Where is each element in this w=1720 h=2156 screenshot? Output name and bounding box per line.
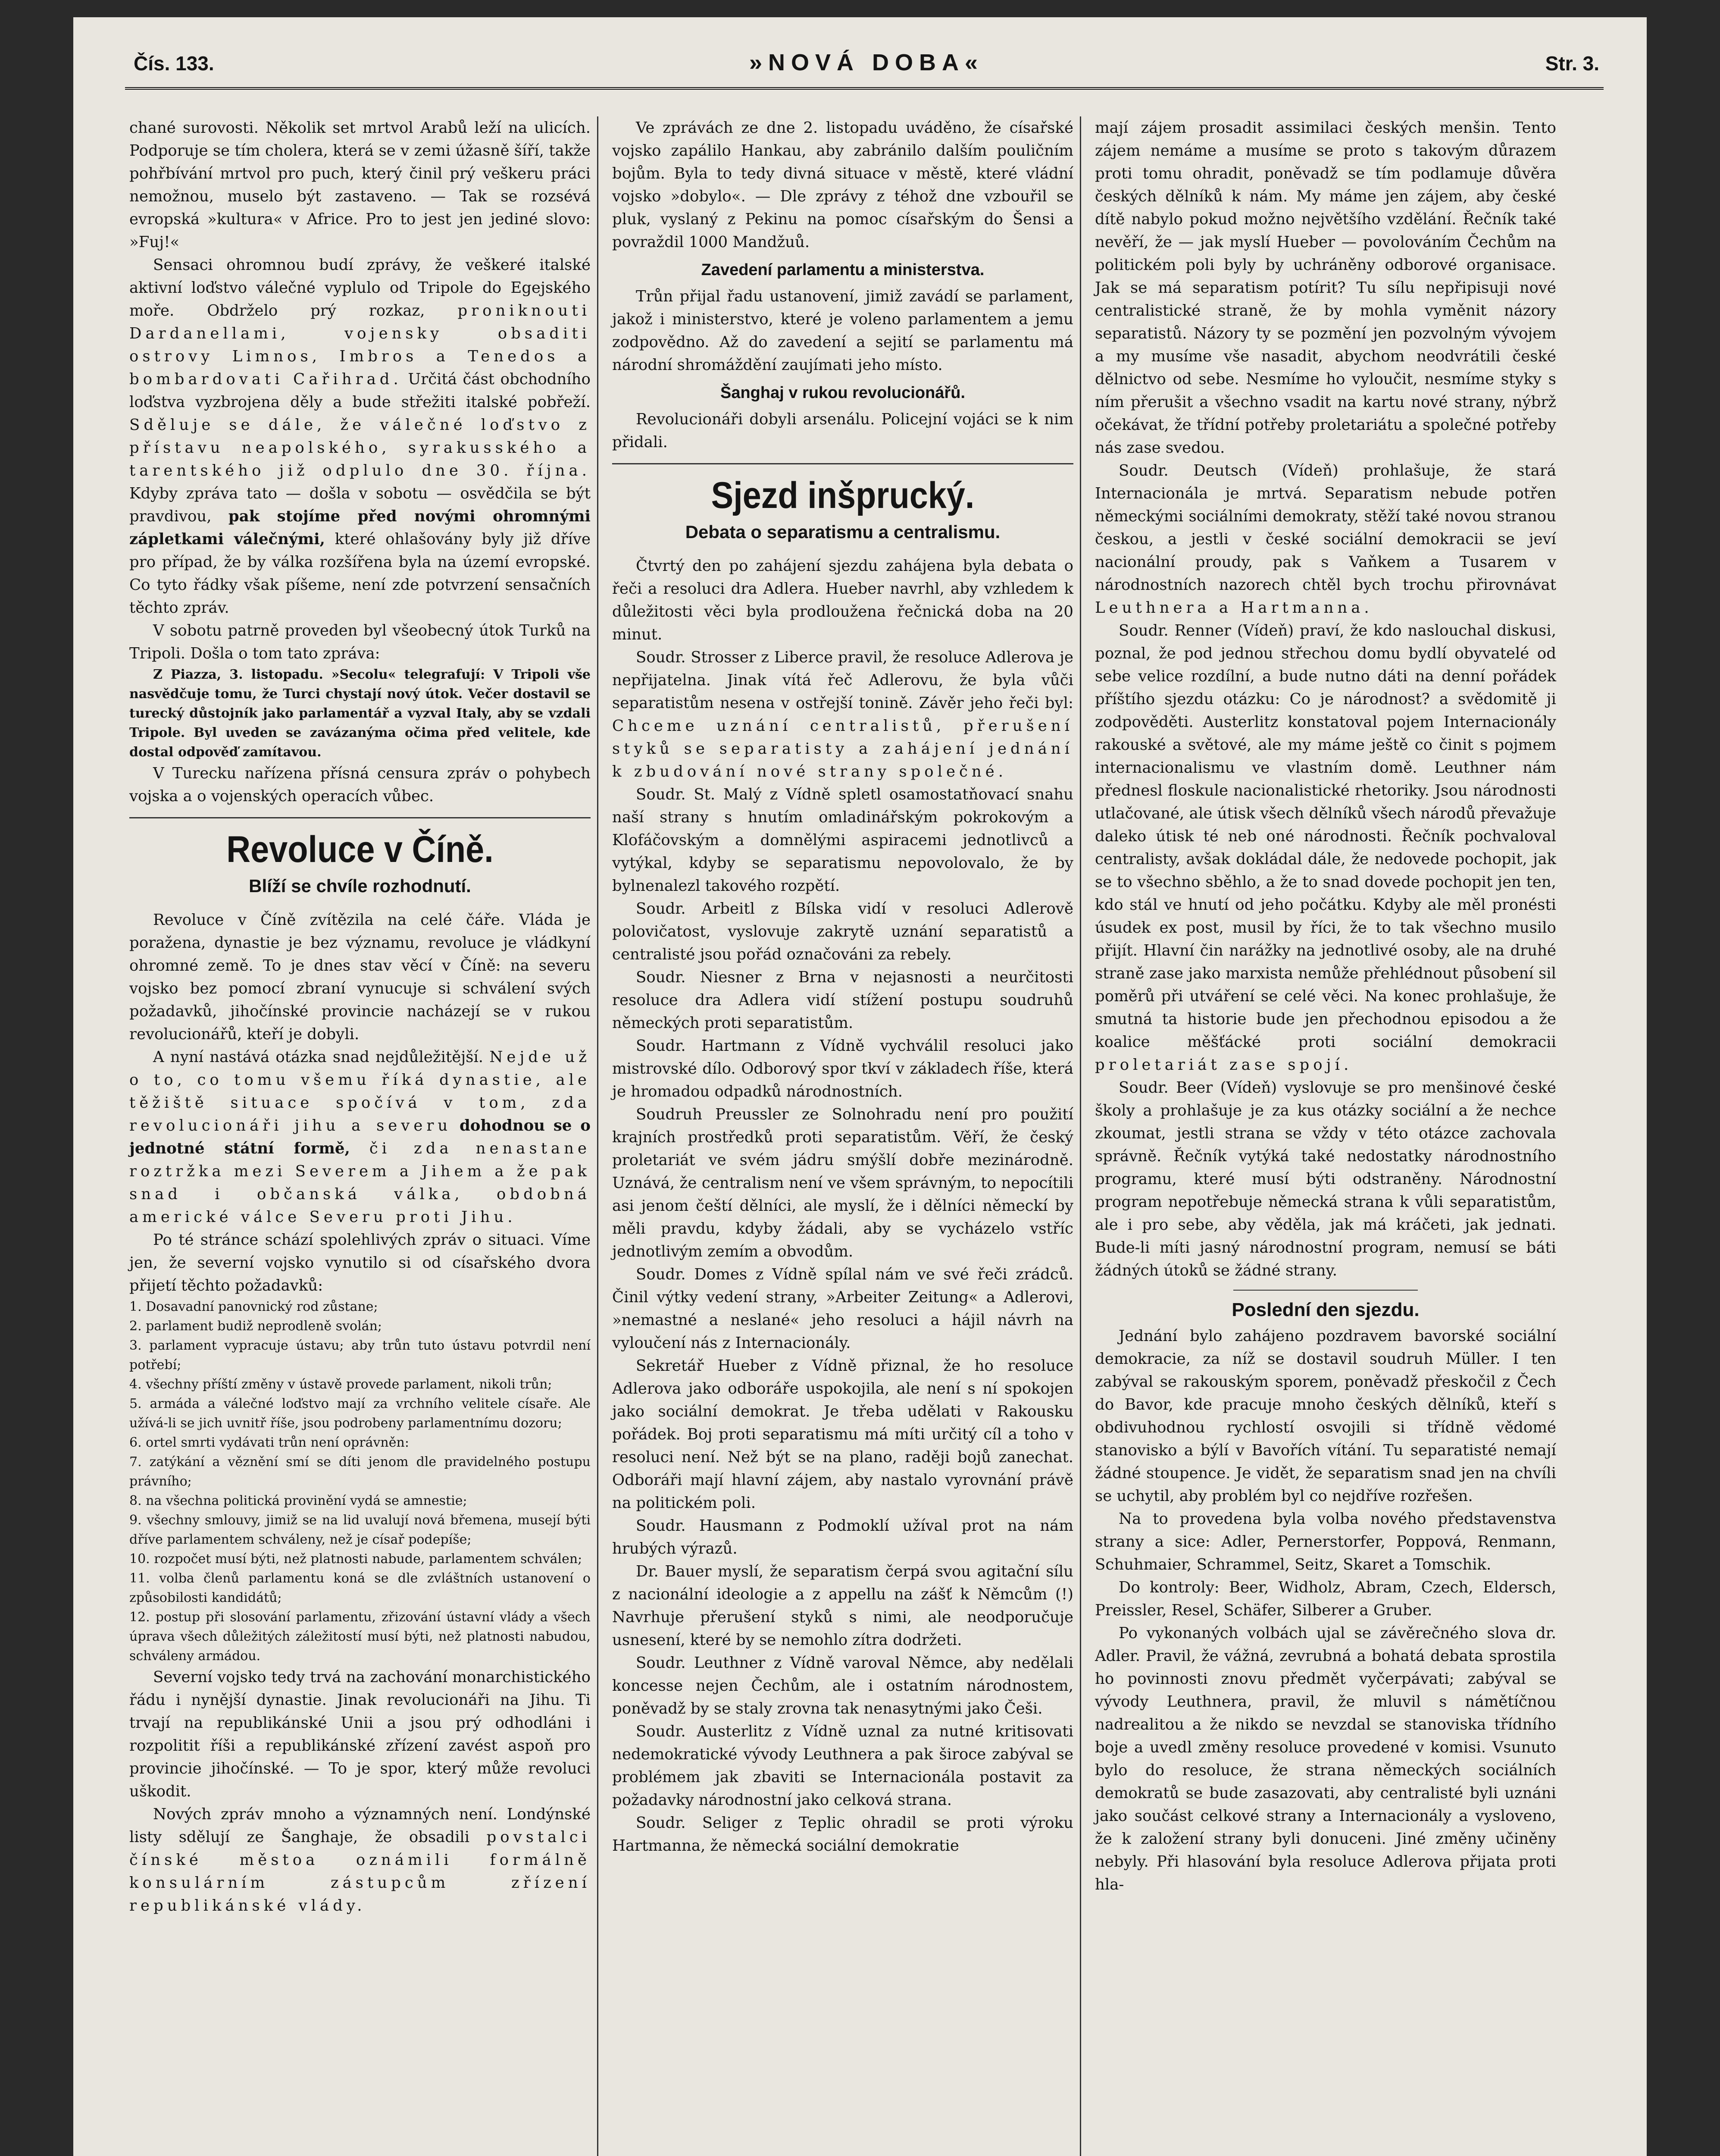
header-rule: [125, 87, 1604, 90]
paragraph: Sekretář Hueber z Vídně přiznal, že ho resoluce Adlerova jako odboráře uspokojila, ale není s ní spokojen jako sociální demokrat. Je třeba udělati v Rakousku pořádek. Boj proti separatismu má míti určitý cíl a toho v resoluci není. Než být se na plano, raději bojů zanechat. Odboráři mají hlavní zájem, aby nastalo vyrovnání právě na politickém poli.: [612, 1357, 1073, 1512]
text-span: A nyní nastává otázka snad nejdůležitější.: [153, 1048, 484, 1066]
paragraph: Po vykonaných volbách ujal se závěrečného slova dr. Adler. Pravil, že vážná, zevrubná a bohatá debata sprostila ho povinnosti znovu předmět vyčerpávati; zabýval se vývody Leuthnera, pravil, že mluvil s námětíčnou nadrealitou a že nikdo se nevzdal se stanoviska třídního boje a uvedl změny resoluce provedené v komisi. Vsunuto bylo do resoluce, že strana německých sociálních demokratů se bude zasazovati, aby centralisté byli uznáni jako součást celkové strany a Internacionály a vysloveno, že k založení strany byli donuceni. Jiné změny učiněny nebyly. Při hlasování byla resoluce Adlerova přijata proti hla-: [1095, 1624, 1556, 1893]
page-number: Str. 3.: [1545, 52, 1599, 75]
paragraph: Soudr. Hartmann z Vídně vychválil resoluci jako mistrovské dílo. Odborový spor tkví v základech říše, která je hromadou odpadků národnostních.: [612, 1037, 1073, 1100]
paragraph: Na to provedena byla volba nového představenstva strany a sice: Adler, Pernerstorfer, Poppová, Renmann, Schuhmaier, Schrammel, Seitz, Skaret a Tomschik.: [1095, 1510, 1556, 1573]
list-item: 4. všechny příští změny v ústavě provede parlament, nikoli trůn;: [129, 1377, 552, 1392]
list-item: 11. volba členů parlamentu koná se dle zvláštních ustanovení o způsobilosti kandidátů;: [129, 1571, 591, 1605]
paragraph: Severní vojsko tedy trvá na zachování monarchistického řádu i nynější dynastie. Jinak revolucionáři na Jihu. Ti trvají na republikánské Unii a jsou prý odhodláni i rozpolitit říši a republikánské zřízení zavést aspoň pro provincie jihočínské. — To je spor, který může revoluci uškodit.: [129, 1668, 591, 1800]
list-item: 2. parlament budiž neprodleně svolán;: [129, 1319, 382, 1334]
column-divider: [597, 116, 598, 2156]
demands-list: [129, 1297, 591, 1666]
subheading-parliament: Zavedení parlamentu a ministerstva.: [701, 261, 985, 279]
paragraph: Do kontroly: Beer, Widholz, Abram, Czech, Eldersch, Preissler, Resel, Schäfer, Silberer a Gruber.: [1095, 1579, 1556, 1619]
paragraph: chané surovosti. Několik set mrtvol Arabů leží na ulicích. Podporuje se tím cholera, která se v zemi úžasně šíří, takže pohřbívání mrtvol pro puch, který činil prý veškeru práci nemožnou, muselo být zastaveno. — Tak se rozsévá evropská »kultura« v Africe. Pro to jest jen jediné slovo: »Fuj!«: [129, 119, 591, 251]
list-item: 7. zatýkání a věznění smí se díti jenom dle pravidelného postupu právního;: [129, 1454, 591, 1489]
spaced-text: Leuthnera a Hartmanna.: [1095, 599, 1373, 617]
text-span: Nových zpráv mnoho a významných není. Londýnské listy sdělují ze Šanghaje, že obsadili: [129, 1805, 591, 1846]
column-2: [612, 116, 1073, 1857]
column-1: [129, 116, 591, 1917]
paragraph: Ve zprávách ze dne 2. listopadu uváděno, že císařské vojsko zapálilo Hankau, aby zabránilo dalším pouličním bojům. Byla to tedy divná situace v městě, které vládní vojsko »dobylo«. — Dle zprávy z téhož dne vzbouřil se pluk, vyslaný z Pekinu na pomoc císařským do Šensi a povraždil 1000 Mandžuů.: [612, 119, 1073, 251]
masthead: »NOVÁ DOBA«: [749, 50, 984, 75]
list-item: 12. postup při slosování parlamentu, zřizování ústavní vlády a všech úprava všech důležitých záležitostí musí býti, než platnosti nabudou, schváleny armádou.: [129, 1610, 591, 1664]
spaced-text: proniknouti Dardanellami, vojensky obsaditi ostrovy Limnos, Imbros a Tenedos a bombardovati Cařihrad.: [129, 302, 591, 388]
paragraph: Čtvrtý den po zahájení sjezdu zahájena byla debata o řeči a resoluci dra Adlera. Hueber navrhl, aby vzhledem k důležitosti věci byla prodloužena řečnická doba na 20 minut.: [612, 557, 1073, 643]
paragraph: Dr. Bauer myslí, že separatism čerpá svou agitační sílu z nacionální ideologie a z appellu na zášť k Němcům (!) Navrhuje přerušení styků s nimi, ale neodporučuje usnesení, které by se nemohlo zítra dodržeti.: [612, 1563, 1073, 1649]
list-item: 3. parlament vypracuje ústavu; aby trůn tuto ústavu potvrdil není potřebí;: [129, 1338, 591, 1373]
paragraph: V sobotu patrně proveden byl všeobecný útok Turků na Tripoli. Došla o tom tato zpráva:: [129, 622, 591, 662]
list-item: 10. rozpočet musí býti, než platnosti nabude, parlamentem schválen;: [129, 1551, 582, 1567]
section-rule: [612, 463, 1073, 464]
text-span: Soudr. Renner (Vídeň) praví, že kdo naslouchal diskusi, poznal, že pod jednou střechou domu bydlí obyvatelé od sebe velice rozdílní, a bude nutno dáti na denní pořádek příštího sjezdu otázku: Co je národnost? a svědomitě ji zodpověděti. Austerlitz konstatoval pojem Internacionály rakouské a světové, ale my máme ještě co činit s pojmem internacionalismu ve vlastním domě. Leuthner nám přednesl floskule nacionalistické rhetoriky. Jsou národnosti utlačované, ale útisk všech dělníků všech národů převažuje daleko útisk té neb oné národnosti. Řečník pochvaloval centralisty, avšak dokládal dále, že nedovede pochopit, jak se to všechno sběhlo, a že to snad dovede pochopit jen ten, kdo stál ve hnutí od jeho počátku. Kdyby ale měl pronésti úsudek ex post, musil by říci, že to tak všechno musilo přijít. Hlavní čin narážky na jednotlivé osoby, ale na druhé straně zase jako marxista nemůže přehlédnout působení sil poměrů při utváření se celé věci. Na konec prohlašuje, že smutná ta historie bude jen přechodnou episodou a že koalice měšťácké proti sociální demokracii: [1095, 622, 1556, 1051]
column-divider: [1080, 116, 1081, 2156]
paragraph: Soudr. Leuthner z Vídně varoval Němce, aby nedělali koncesse nejen Čechům, ale i ostatním národnostem, poněvadž by se staly zrovna tak nenasytnými jako Češi.: [612, 1654, 1073, 1717]
spaced-text: či zda nenastane roztržka mezi Severem a Jihem a že pak snad i občanská válka, obdobná americké válce Severu proti Jihu.: [129, 1140, 591, 1226]
paragraph: mají zájem prosadit assimilaci českých menšin. Tento zájem nemáme a musíme se proto s takovým důrazem proti tomu ohradit, poněvadž se tím podlamuje důvěra českých dělníků k nám. My máme jen zájem, aby české dítě nabylo pokud možno největšího vzdělání. Řečník také nevěří, že — jak myslí Hueber — povolováním Čechům na politickém poli byly by uchráněny odborové organisace. Jak se má separatism potírit? Tu sílu nepřipisuji nové centralistické straně, že by mohla vyměnit názory separatistů. Názory ty se pozmění jen pozvolným vývojem a my musíme vše nasadit, abychom neodvrátili české dělnictvo od sebe. Nesmíme ho vyloučit, nesmíme styky s ním přerušit a všechno vsadit na kartu nové strany, nýbrž očekávat, že třídní potřeby proletariátu a společné potřeby nás zase svedou.: [1095, 119, 1556, 457]
text-span: Sensaci ohromnou budí zprávy, že veškeré italské aktivní loďstvo válečné vyplulo od Tripole do Egejského moře. Obdrželo prý rozkaz,: [129, 256, 591, 320]
bold-text: dohodnou se o jednotné státní formě,: [129, 1117, 591, 1157]
deck-revolution-china: Blíží se chvíle rozhodnutí.: [249, 876, 471, 896]
paragraph: V Turecku nařízena přísná censura zpráv o pohybech vojska a o vojenských operacích vůbec.: [129, 765, 591, 805]
paragraph: [1095, 459, 1556, 619]
paragraph: Jednání bylo zahájeno pozdravem bavorské sociální demokracie, za níž se dostavil soudruh Müller. I ten zabýval se rakouským sporem, poněvadž přeskočil z Čech do Bavor, kde pracuje mnoho českých dělníků, kteří s obdivuhodnou rychlostí osvojili si třídně vědomé stanovisko a býlí v Bavořích vítání. Tu separatisté nemají žádné stoupence. Je vidět, že separatism snad jen na chvíli se uchytil, aby problém byl co nejdříve rozřešen.: [1095, 1327, 1556, 1505]
spaced-text: proletariát zase spojí.: [1095, 1056, 1353, 1074]
headline-congress: Sjezd inšprucký.: [711, 475, 975, 516]
paragraph: Trůn přijal řadu ustanovení, jimiž zavádí se parlament, jakož i ministerstvo, které je voleno parlamentem a jemu zodpovědno. Až do zavedení a sejití se parlamentu má národní shromáždění zaujímati jeho místo.: [612, 288, 1073, 374]
paragraph: Soudr. Domes z Vídně spílal nám ve své řeči zrádců. Činil výtky vedení strany, »Arbeiter Zeitung« a Adlerovi, »nemastné a neslané« jeho resoluci a hájil návrh na vyloučení nás z Internacionály.: [612, 1266, 1073, 1352]
headline-last-day: Poslední den sjezdu.: [1232, 1299, 1420, 1320]
paragraph: [612, 646, 1073, 783]
paragraph: [129, 1046, 591, 1228]
text-span: Určitá část obchodního loďstva vyzbrojena děly a bude střežiti italské pobřeží.: [129, 370, 591, 411]
text-span: Soudr. Strosser z Liberce pravil, že resoluce Adlerova je nepřijatelna. Jinak vítá řeč Adlerovu, že byla vůči separatistům nesena v ostřejší tonině. Závěr jeho řeči byl:: [612, 649, 1073, 712]
list-item: 8. na všechna politická provinění vydá se amnestie;: [129, 1493, 467, 1508]
text-span: které ohlašovány byly již dříve pro případ, že by válka rozšířena byla na území evropské. Co tyto řádky však píšeme, není zde potvrzení sensačních těchto zpráv.: [129, 530, 591, 617]
headline-revolution-china: Revoluce v Číně.: [226, 829, 494, 870]
subheading-shanghai: Šanghaj v rukou revolucionářů.: [720, 384, 965, 402]
list-item: 9. všechny smlouvy, jimiž se na lid uvalují nová břemena, musejí býti dříve parlamentem schváleny, než je císař podepíše;: [129, 1513, 591, 1547]
list-item: 1. Dosavadní panovnický rod zůstane;: [129, 1299, 378, 1314]
spaced-text: Sděluje se dále, že válečné loďstvo z přístavu neapolského, syrakusského a tarentského již odplulo dne 30. října.: [129, 416, 591, 479]
spaced-text: Chceme uznání centralistů, přerušení styků se separatisty a zahájení jednání k zbudování nové strany společné.: [612, 717, 1073, 780]
column-3: [1095, 116, 1556, 1896]
paragraph: Soudr. Hausmann z Podmoklí užíval prot na nám hrubých výrazů.: [612, 1517, 1073, 1557]
paragraph: Soudr. Austerlitz z Vídně uznal za nutné kritisovati nedemokratické vývody Leuthnera a pak široce zabýval se problémem jak zbaviti se Internacionála postavit za požadavky národnostní jako celková strana.: [612, 1723, 1073, 1809]
text-span: Kdyby zpráva tato — došla v sobotu — osvědčila se být pravdivou,: [129, 485, 591, 525]
list-item: 6. ortel smrti vydávati trůn není oprávněn:: [129, 1435, 409, 1450]
text-span: Soudr. Deutsch (Vídeň) prohlašuje, že stará Internacionála je mrtvá. Separatism nebude potřen německými sociálními demokraty, stěží také novou stranou českou, a jestli v české sociální demokracii se jeví nacionální proudy, pak s Vaňkem a Tusarem v národnostních nazorech chtěl bych trochu přirovnávat: [1095, 462, 1556, 594]
paragraph: Soudr. Seliger z Teplic ohradil se proti výroku Hartmanna, že německá sociální demokratie: [612, 1814, 1073, 1855]
paragraph: [129, 1803, 591, 1917]
paragraph: Revoluce v Číně zvítězila na celé čáře. Vláda je poražena, dynastie je bez významu, revoluce je vládkyní ohromné země. To je dnes stav věcí v Číně: na severu vojsko bez pomocí zbraní vynucuje si schválení svých požadavků, jihočínské provincie nacházejí se v rukou revolucionářů, kteří je dobyli.: [129, 911, 591, 1043]
section-rule: [1233, 1290, 1418, 1291]
paragraph: [1095, 619, 1556, 1076]
section-rule: [129, 817, 591, 818]
bold-text: pak stojíme před novými ohromnými zápletkami válečnými,: [129, 508, 591, 548]
issue-number: Čís. 133.: [134, 52, 214, 75]
spaced-text: Nejde už o to, co tomu všemu říká dynastie, ale těžiště situace spočívá v tom, zda revolucionáři jihu a severu: [129, 1048, 591, 1134]
newspaper-page: [73, 17, 1647, 2156]
paragraph: Soudr. Beer (Vídeň) vyslovuje se pro menšinové české školy a prohlašuje je za kus otázky sociální a že nechce zkoumat, jestli strana se vždy v této otázce zachovala správně. Řečník vytýká také nedostatky národnostního programu, které musí býti odstraněny. Národnostní program nepotřebuje německá strana k vůli separatistům, ale i pro sebe, aby věděla, jak má kráčeti, jak jednati. Bude-li míti jasný národnostní program, nemusí se báti žádných útoků se žádné strany.: [1095, 1079, 1556, 1279]
paragraph: Soudruh Preussler ze Solnohradu není pro použití krajních prostředků proti separatistům. Věří, že český proletariát ve svém jádru smýšlí dobře mezinárodně. Uznává, že centralism není ve všem správným, to nepocítili asi jenom čeští dělníci, ale myslí, že i dělníci německí by měli pravdu, kdyby žádali, aby se vycházelo vstříc jednotlivým zemím a obvodům.: [612, 1106, 1073, 1260]
paragraph: Soudr. Arbeitl z Bílska vidí v resoluci Adlerově polovičatost, vyslovuje zakrytě uznání separatistů a centralisté jsou pořád označováni za rebely.: [612, 900, 1073, 963]
paragraph: Soudr. Niesner z Brna v nejasnosti a neurčitosti resoluce dra Adlera vidí stížení postupu soudruhů německých proti separatistům.: [612, 968, 1073, 1032]
paragraph: Revolucionáři dobyli arsenálu. Policejní vojáci se k nim přidali.: [612, 411, 1073, 451]
telegram-paragraph: Z Piazza, 3. listopadu. »Secolu« telegrafují: V Tripoli vše nasvědčuje tomu, že Turci chystají nový útok. Večer dostavil se turecký důstojník jako parlamentář a vyzval Italy, aby se vzdali Tripole. Byl uveden se zavázanýma očima před velitele, kde dostal odpověď zamítavou.: [129, 667, 591, 760]
spaced-text: povstalci čínské městoa oznámili formálně konsulárním zástupcům zřízení republikánské vlády.: [129, 1828, 591, 1915]
paragraph: Po té stránce schází spolehlivých zpráv o situaci. Víme jen, že severní vojsko vynutilo si od císařského dvora přijetí těchto požadavků:: [129, 1231, 591, 1294]
list-item: 5. armáda a válečné loďstvo mají za vrchního velitele císaře. Ale užívá-li se jich uvnitř říše, jsou podrobeny parlamentnímu dozoru;: [129, 1396, 591, 1431]
paragraph: Soudr. St. Malý z Vídně spletl osamostatňovací snahu naší strany s hnutím omladinářským pokrokovým a Klofáčovským a domnělými aspiracemi jednotlivců a vytýkal, kdyby se separatismu nepovolovalo, že by bylnenalezl takového rozpětí.: [612, 786, 1073, 895]
paragraph: [129, 254, 591, 619]
deck-congress: Debata o separatismu a centralismu.: [685, 522, 1001, 542]
page-header: [134, 43, 1599, 86]
